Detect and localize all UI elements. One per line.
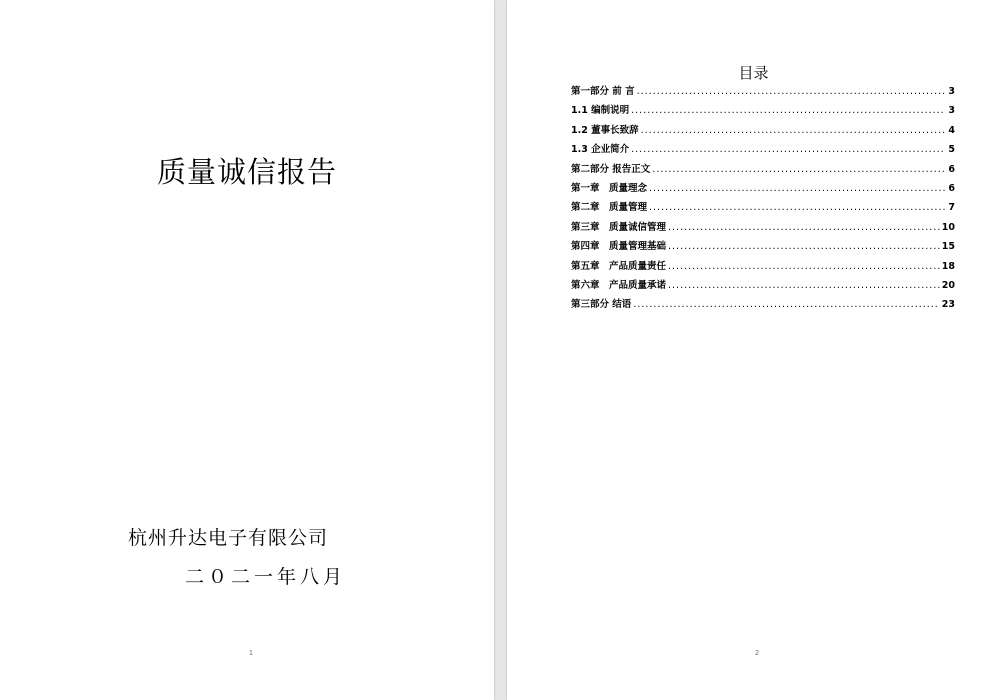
toc-entry-page: 15 <box>941 241 955 253</box>
toc-entry[interactable] <box>571 238 955 257</box>
page-number: 2 <box>755 650 759 657</box>
toc-entry-page: 18 <box>941 260 955 272</box>
toc-entry[interactable] <box>571 102 955 121</box>
toc-dot-leader <box>631 144 945 155</box>
toc-entry[interactable] <box>571 199 955 218</box>
toc-dot-leader <box>637 86 945 97</box>
toc-entry-label: 第三章 质量诚信管理 <box>571 221 667 233</box>
toc-entry-page: 3 <box>948 86 955 97</box>
toc-dot-leader <box>631 105 945 116</box>
toc-dot-leader <box>649 202 945 213</box>
toc-entry[interactable] <box>571 122 955 141</box>
toc-dot-leader <box>668 241 940 252</box>
toc-entry-page: 23 <box>941 299 955 311</box>
toc-entry-label: 1.1 编制说明 <box>571 105 630 117</box>
cover-date: 二０二一年八月 <box>185 566 347 588</box>
cover-company-name: 杭州升达电子有限公司 <box>128 527 329 549</box>
toc-entry-label: 第二部分 报告正文 <box>571 163 651 175</box>
toc-dot-leader <box>668 222 940 233</box>
toc-entry[interactable] <box>571 277 955 296</box>
toc-entry-label: 1.3 企业简介 <box>571 144 630 156</box>
toc-entry-label: 第三部分 结语 <box>571 299 632 311</box>
toc-title: 目录 <box>738 64 769 82</box>
toc-entry-label: 第一章 质量理念 <box>571 182 648 194</box>
toc-entry-page: 3 <box>948 105 955 117</box>
toc-entry-label: 第二章 质量管理 <box>571 202 648 214</box>
toc-entry[interactable] <box>571 258 955 277</box>
toc-dot-leader <box>652 164 945 175</box>
table-of-contents <box>571 83 955 316</box>
toc-entry-page: 4 <box>948 124 955 136</box>
toc-entry-page: 5 <box>948 144 955 156</box>
toc-dot-leader <box>668 261 940 272</box>
toc-entry[interactable] <box>571 141 955 160</box>
toc-entry-page: 7 <box>948 202 955 214</box>
toc-entry-label: 第一部分 前 言 <box>571 86 635 97</box>
page-number: 1 <box>249 650 253 657</box>
toc-entry[interactable] <box>571 180 955 199</box>
toc-entry-page: 6 <box>948 163 955 175</box>
cover-title: 质量诚信报告 <box>156 155 337 189</box>
toc-entry-page: 20 <box>941 279 955 291</box>
document-page-toc <box>507 0 1000 700</box>
toc-entry-label: 第四章 质量管理基础 <box>571 241 667 253</box>
toc-entry-page: 6 <box>948 182 955 194</box>
toc-dot-leader <box>641 125 945 136</box>
toc-dot-leader <box>668 280 940 291</box>
toc-entry[interactable] <box>571 83 955 102</box>
document-page-cover <box>0 0 494 700</box>
toc-entry-label: 1.2 董事长致辞 <box>571 124 639 136</box>
toc-entry[interactable] <box>571 296 955 315</box>
toc-entry-label: 第五章 产品质量责任 <box>571 260 667 272</box>
toc-entry-page: 10 <box>941 221 955 233</box>
toc-dot-leader <box>649 183 945 194</box>
toc-entry-label: 第六章 产品质量承诺 <box>571 279 667 291</box>
toc-dot-leader <box>633 299 939 310</box>
toc-entry[interactable] <box>571 161 955 180</box>
toc-entry[interactable] <box>571 219 955 238</box>
